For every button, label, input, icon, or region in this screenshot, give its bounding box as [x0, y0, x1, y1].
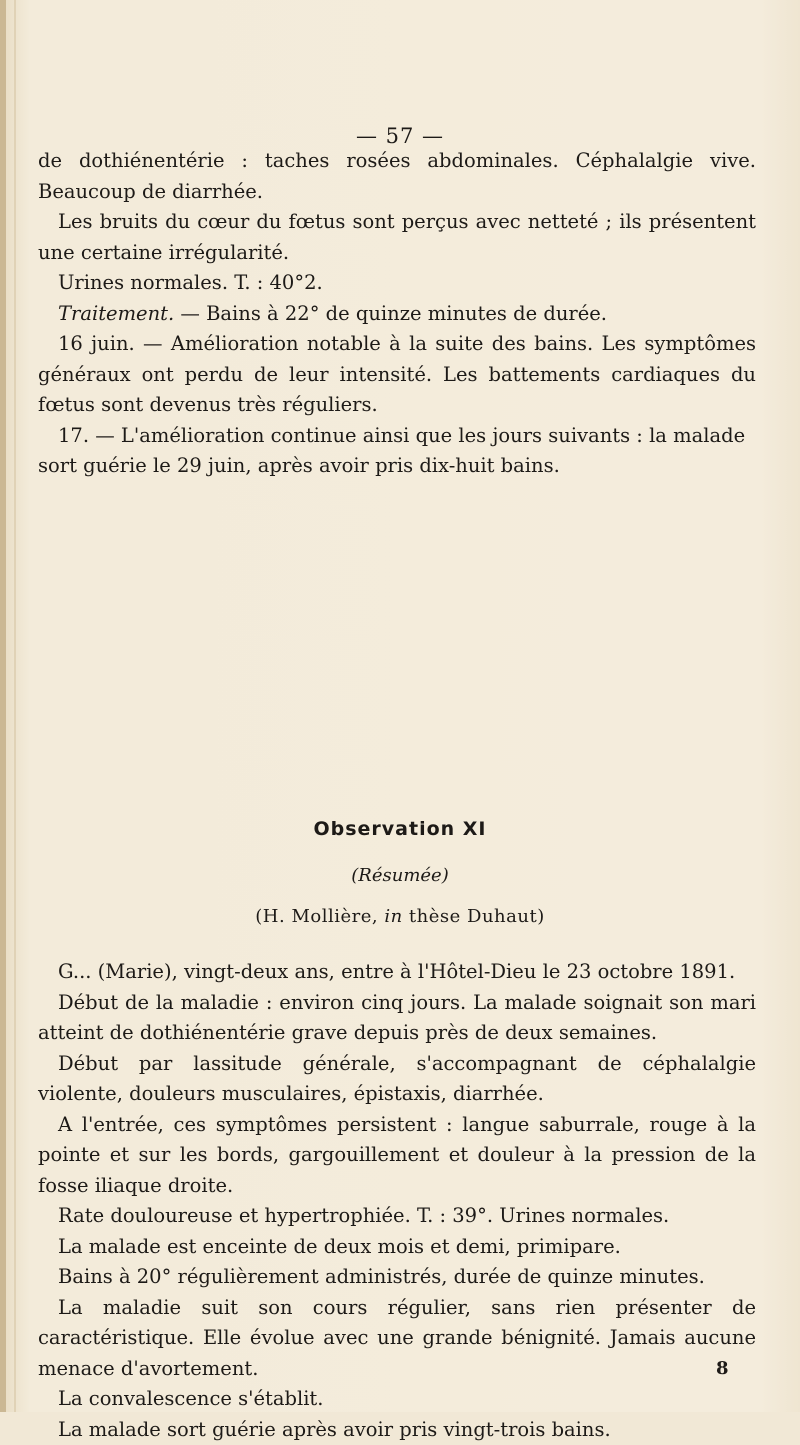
paragraph: Début de la maladie : environ cinq jours. La malade soignait son mari atteint de dothiénentérie grave depuis près de deux semaines. — [38, 988, 756, 1049]
signature-mark: 8 — [716, 1358, 729, 1379]
page-edge — [0, 0, 6, 1412]
paragraph: La convalescence s'établit. — [38, 1384, 756, 1415]
section-heading: Observation XI — [0, 818, 800, 840]
paragraph: La maladie suit son cours régulier, sans rien présenter de caractéristique. Elle évolue avec une grande bénignité. Jamais aucune menace d'avortement. — [38, 1293, 756, 1385]
traitement-text: — Bains à 22° de quinze minutes de durée. — [174, 302, 607, 325]
paragraph: Début par lassitude générale, s'accompagnant de céphalalgie violente, douleurs musculaires, épistaxis, diarrhée. — [38, 1049, 756, 1110]
attribution-source: thèse Duhaut) — [403, 906, 545, 927]
paragraph: La malade est enceinte de deux mois et demi, primipare. — [38, 1232, 756, 1263]
paragraph: de dothiénentérie : taches rosées abdominales. Céphalalgie vive. Beaucoup de diarrhée. — [38, 146, 756, 207]
paragraph: 17. — L'amélioration continue ainsi que les jours suivants : la malade sort guérie le 29 juin, après avoir pris dix-huit bains. — [38, 421, 756, 482]
paragraph: Urines normales. T. : 40°2. — [38, 268, 756, 299]
paragraph: G... (Marie), vingt-deux ans, entre à l'Hôtel-Dieu le 23 octobre 1891. — [38, 957, 756, 988]
paragraph: La malade sort guérie après avoir pris vingt-trois bains. — [38, 1415, 756, 1445]
paragraph: Les bruits du cœur du fœtus sont perçus avec netteté ; ils présentent une certaine irrégularité. — [38, 207, 756, 268]
attribution-author: (H. Mollière, — [255, 906, 384, 927]
paragraph: 16 juin. — Amélioration notable à la suite des bains. Les symptômes généraux ont perdu de leur intensité. Les battements cardiaques du fœtus sont devenus très réguliers. — [38, 329, 756, 421]
traitement-label: Traitement. — [58, 302, 174, 325]
paragraph: Rate douloureuse et hypertrophiée. T. : 39°. Urines normales. — [38, 1201, 756, 1232]
page-number: — 57 — — [0, 124, 800, 148]
text-block-top — [38, 146, 756, 482]
section-subheading: (Résumée) — [0, 865, 800, 886]
paragraph: A l'entrée, ces symptômes persistent : langue saburrale, rouge à la pointe et sur les bords, gargouillement et douleur à la pression de la fosse iliaque droite. — [38, 1110, 756, 1202]
paragraph-traitement — [38, 299, 756, 330]
attribution — [0, 906, 800, 927]
text-block-bottom — [38, 957, 756, 1445]
page-fold-line — [14, 0, 16, 1412]
attribution-in: in — [384, 906, 402, 927]
paragraph: Bains à 20° régulièrement administrés, durée de quinze minutes. — [38, 1262, 756, 1293]
